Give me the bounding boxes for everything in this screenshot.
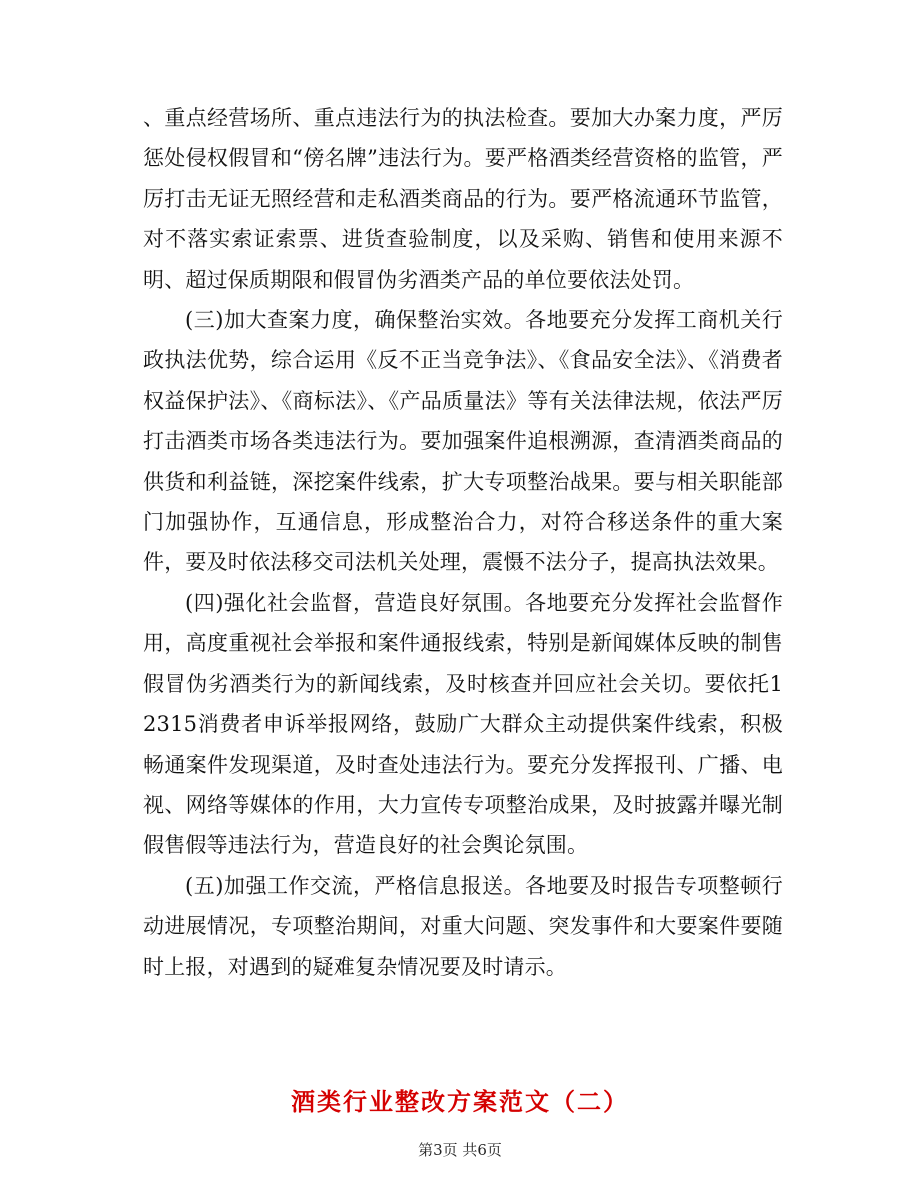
paragraph-section-3: (三)加大查案力度，确保整治实效。各地要充分发挥工商机关行政执法优势，综合运用《反不正当竞争法》、《食品安全法》、《消费者权益保护法》、《商标法》、《产品质量法》等有关法律法规，依法严厉打击酒类市场各类违法行为。要加强案件追根溯源，查清酒类商品的供货和利益链，深挖案件线索，扩大专项整治战果。要与相关职能部门加强协作，互通信息，形成整治合力，对符合移送条件的重大案件，要及时依法移交司法机关处理，震慑不法分子，提高执法效果。 [143,308,783,575]
paragraph-section-5: (五)加强工作交流，严格信息报送。各地要及时报告专项整顿行动进展情况，专项整治期间，对重大问题、突发事件和大要案件要随时上报，对遇到的疑难复杂情况要及时请示。 [143,873,783,979]
paragraph-section-4: (四)强化社会监督，营造良好氛围。各地要充分发挥社会监督作用，高度重视社会举报和案件通报线索，特别是新闻媒体反映的制售假冒伪劣酒类行为的新闻线索，及时核查并回应社会关切。要依托12315消费者申诉举报网络，鼓励广大群众主动提供案件线索，积极畅通案件发现渠道，及时查处违法行为。要充分发挥报刊、广播、电视、网络等媒体的作用，大力宣传专项整治成果，及时披露并曝光制假售假等违法行为，营造良好的社会舆论氛围。 [143,590,783,858]
page-footer: 第3页 共6页 [418,1141,502,1159]
document-body [143,98,783,987]
paragraph-continued: 、重点经营场所、重点违法行为的执法检查。要加大办案力度，严厉惩处侵权假冒和“傍名牌”违法行为。要严格酒类经营资格的监管，严厉打击无证无照经营和走私酒类商品的行为。要严格流通环节监管，对不落实索证索票、进货查验制度，以及采购、销售和使用来源不明、超过保质期限和假冒伪劣酒类产品的单位要依法处罚。 [143,106,783,292]
section-title: 酒类行业整改方案范文（二） [291,1088,629,1116]
